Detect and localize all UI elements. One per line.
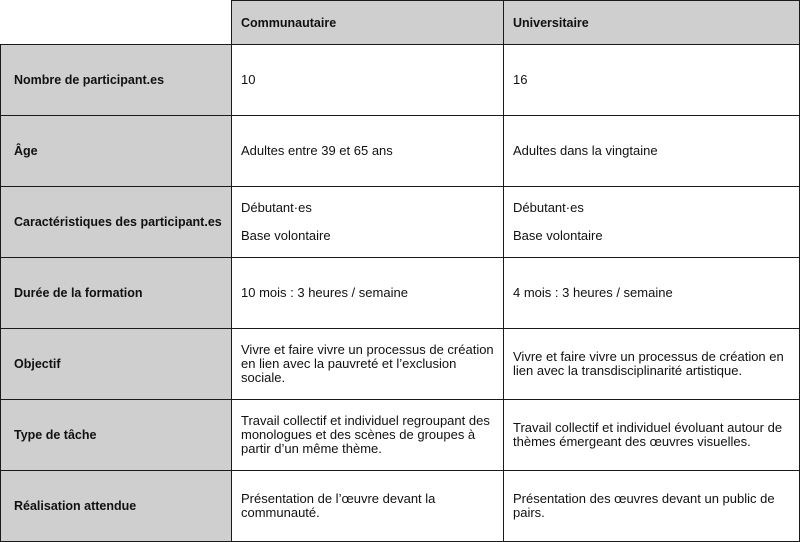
cell-text: Débutant·es <box>513 200 584 215</box>
cell-communautaire <box>232 329 504 400</box>
cell-text: Présentation de l’œuvre devant la communauté. <box>241 491 436 520</box>
row-label: Type de tâche <box>1 400 232 471</box>
cell-text: Vivre et faire vivre un processus de création en lien avec la pauvreté et l’exclusion sociale. <box>241 342 494 385</box>
table-row <box>1 471 800 542</box>
cell-text: Travail collectif et individuel regroupant des monologues et des scènes de groupes à partir d’un même thème. <box>241 413 490 456</box>
cell-universitaire <box>504 329 800 400</box>
cell-text: Adultes dans la vingtaine <box>513 143 658 158</box>
cell-communautaire <box>232 258 504 329</box>
cell-text: 10 <box>241 72 256 87</box>
row-label: Nombre de participant.es <box>1 45 232 116</box>
cell-communautaire <box>232 45 504 116</box>
cell-universitaire <box>504 400 800 471</box>
corner-cell <box>1 1 232 45</box>
table-row <box>1 45 800 116</box>
cell-text: 4 mois : 3 heures / semaine <box>513 285 673 300</box>
table-row <box>1 187 800 258</box>
cell-communautaire <box>232 187 504 258</box>
cell-text: 16 <box>513 72 528 87</box>
cell-text: Présentation des œuvres devant un public de pairs. <box>513 491 775 520</box>
cell-universitaire <box>504 187 800 258</box>
cell-universitaire <box>504 45 800 116</box>
cell-universitaire <box>504 471 800 542</box>
table-row <box>1 400 800 471</box>
cell-text: Adultes entre 39 et 65 ans <box>241 143 393 158</box>
column-header-communautaire: Communautaire <box>232 1 504 45</box>
cell-text: Vivre et faire vivre un processus de création en lien avec la transdisciplinarité artistique. <box>513 349 784 378</box>
cell-communautaire <box>232 400 504 471</box>
header-row <box>1 1 800 45</box>
row-label: Durée de la formation <box>1 258 232 329</box>
cell-communautaire <box>232 471 504 542</box>
row-label: Réalisation attendue <box>1 471 232 542</box>
cell-text: Base volontaire <box>513 228 603 243</box>
table-row <box>1 258 800 329</box>
cell-text: 10 mois : 3 heures / semaine <box>241 285 408 300</box>
cell-universitaire <box>504 116 800 187</box>
table-row <box>1 116 800 187</box>
row-label: Âge <box>1 116 232 187</box>
row-label: Objectif <box>1 329 232 400</box>
row-label: Caractéristiques des participant.es <box>1 187 232 258</box>
cell-text: Travail collectif et individuel évoluant autour de thèmes émergeant des œuvres visuelles. <box>513 420 783 449</box>
cell-communautaire <box>232 116 504 187</box>
cell-text: Débutant·es <box>241 200 312 215</box>
cell-text: Base volontaire <box>241 228 331 243</box>
column-header-universitaire: Universitaire <box>504 1 800 45</box>
table-row <box>1 329 800 400</box>
cell-universitaire <box>504 258 800 329</box>
